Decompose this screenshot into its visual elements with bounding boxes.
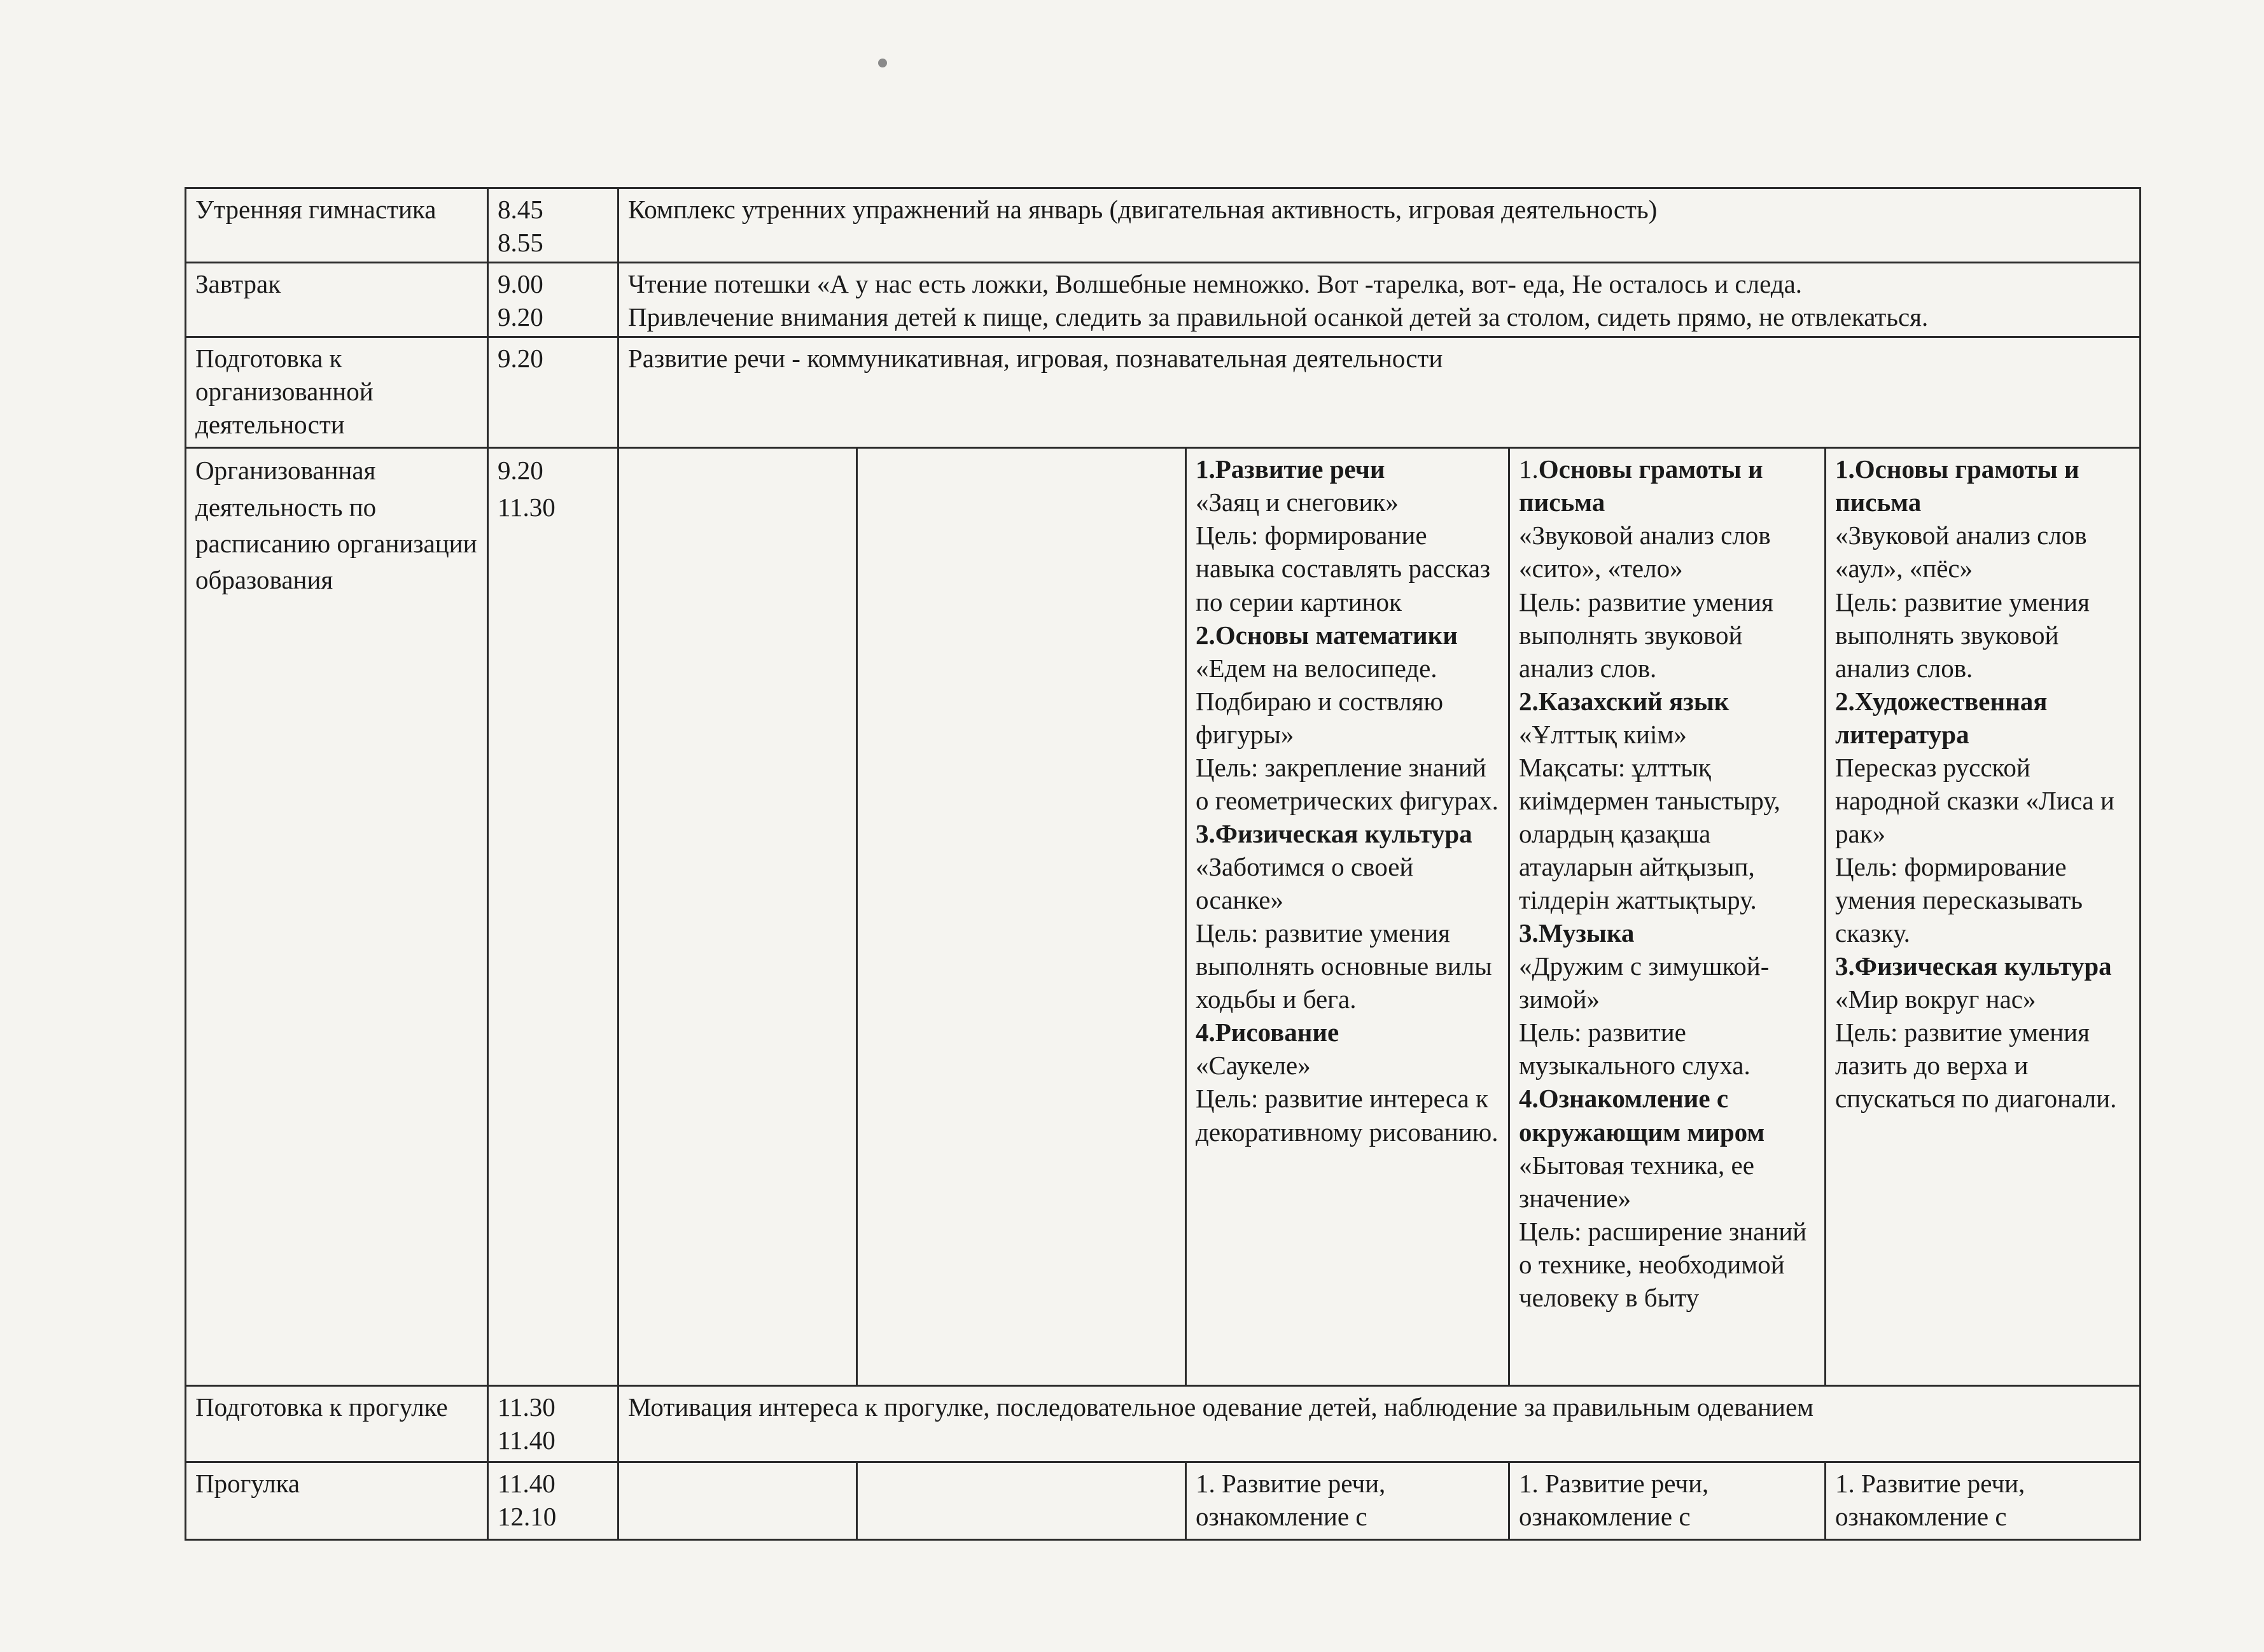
lesson-heading: 3.Музыка — [1519, 918, 1635, 948]
lesson-heading: 4.Ознакомление с окружающим миром — [1519, 1084, 1765, 1147]
lesson-goal: Цель: расширение знаний о технике, необходимой человеку в быту — [1519, 1216, 1807, 1312]
lesson-topic: «Бытовая техника, ее значение» — [1519, 1150, 1754, 1213]
row-name: Завтрак — [186, 263, 488, 337]
schedule-table — [185, 187, 2141, 1541]
lesson-goal: Мақсаты: ұлттық киімдермен таныстыру, олардың қазақша атауларын айтқызып, тілдерін жаттықтыру. — [1519, 752, 1780, 915]
day-1-cell — [618, 1462, 857, 1540]
lesson-number: 1. — [1519, 454, 1539, 484]
lesson-topic: «Саукеле» — [1196, 1051, 1311, 1081]
lesson-heading: 2.Основы математики — [1196, 620, 1458, 650]
lesson-topic: «Звуковой анализ слов «сито», «тело» — [1519, 521, 1771, 584]
content-line: Привлечение внимания детей к пище, следить за правильной осанкой детей за столом, сидеть прямо, не отвлекаться. — [628, 302, 1929, 332]
time-start: 9.20 — [498, 456, 543, 486]
lesson-goal: Цель: развитие интереса к декоративному рисованию. — [1196, 1084, 1499, 1147]
content-line: Чтение потешки «А у нас есть ложки, Волшебные немножко. Вот -тарелка, вот- еда, Не осталось и следа. — [628, 269, 1803, 299]
day-1-cell — [618, 448, 857, 1386]
row-time — [488, 337, 618, 448]
lesson-goal: Цель: развитие умения выполнять основные вилы ходьбы и бега. — [1196, 918, 1492, 1014]
row-time — [488, 1462, 618, 1540]
row-time — [488, 188, 618, 263]
row-content: Комплекс утренних упражнений на январь (двигательная активность, игровая деятельность) — [618, 188, 2141, 263]
day-4-cell: 1. Развитие речи, ознакомление с — [1509, 1462, 1826, 1540]
lesson-topic: «Звуковой анализ слов «аул», «пёс» — [1835, 521, 2087, 584]
lesson-goal: Цель: формирование навыка составлять рассказ по серии картинок — [1196, 521, 1491, 617]
row-content: Мотивация интереса к прогулке, последовательное одевание детей, наблюдение за правильным одеванием — [618, 1386, 2141, 1462]
lesson-heading-text: Основы грамоты и письма — [1519, 454, 1763, 517]
row-organized-activity — [186, 448, 2141, 1386]
row-content: Развитие речи - коммуникативная, игровая, познавательная деятельности — [618, 337, 2141, 448]
time-start: 9.20 — [498, 344, 543, 374]
lesson-goal: Цель: закрепление знаний о геометрических фигурах. — [1196, 752, 1499, 815]
time-start: 9.00 — [498, 269, 543, 299]
lesson-goal: Цель: формирование умения пересказывать сказку. — [1835, 852, 2083, 948]
lesson-goal: Цель: развитие умения выполнять звуковой анализ слов. — [1835, 587, 2090, 683]
time-start: 8.45 — [498, 195, 543, 224]
time-end: 12.10 — [498, 1502, 557, 1532]
row-morning-exercise — [186, 188, 2141, 263]
row-name: Подготовка к прогулке — [186, 1386, 488, 1462]
time-start: 11.30 — [498, 1392, 556, 1422]
time-end: 11.30 — [498, 492, 556, 522]
row-content — [618, 263, 2141, 337]
lesson-heading: 1.Развитие речи — [1196, 454, 1385, 484]
row-name: Подготовка к организованной деятельности — [186, 337, 488, 448]
time-end: 8.55 — [498, 228, 543, 258]
lesson-topic: «Ұлттық киім» — [1519, 719, 1687, 749]
lesson-topic: «Мир вокруг нас» — [1835, 984, 2036, 1014]
row-time — [488, 263, 618, 337]
day-3-cell: 1. Развитие речи, ознакомление с — [1186, 1462, 1509, 1540]
row-walk-preparation — [186, 1386, 2141, 1462]
lesson-heading: 2.Казахский язык — [1519, 686, 1729, 716]
day-2-cell — [857, 448, 1186, 1386]
row-breakfast — [186, 263, 2141, 337]
row-name: Прогулка — [186, 1462, 488, 1540]
row-name: Утренняя гимнастика — [186, 188, 488, 263]
lesson-heading: 3.Физическая культура — [1196, 818, 1472, 848]
lesson-topic: Пересказ русской народной сказки «Лиса и рак» — [1835, 752, 2114, 848]
lesson-heading — [1519, 452, 1815, 519]
time-start: 11.40 — [498, 1469, 556, 1499]
lesson-topic: «Едем на велосипеде. Подбираю и соствляю фигуры» — [1196, 653, 1443, 749]
day-5-cell: 1. Развитие речи, ознакомление с — [1826, 1462, 2141, 1540]
day-4-cell — [1509, 448, 1826, 1386]
lesson-goal: Цель: развитие умения выполнять звуковой анализ слов. — [1519, 587, 1773, 683]
scan-speck — [878, 59, 887, 67]
lesson-goal: Цель: развитие умения лазить до верха и спускаться по диагонали. — [1835, 1018, 2117, 1114]
row-preparation — [186, 337, 2141, 448]
time-end: 9.20 — [498, 302, 543, 332]
day-2-cell — [857, 1462, 1186, 1540]
lesson-heading: 4.Рисование — [1196, 1018, 1339, 1047]
lesson-heading: 3.Физическая культура — [1835, 951, 2112, 981]
lesson-topic: «Заяц и снеговик» — [1196, 487, 1399, 517]
row-time — [488, 448, 618, 1386]
lesson-topic: «Дружим с зимушкой-зимой» — [1519, 951, 1770, 1014]
time-end: 11.40 — [498, 1425, 556, 1455]
lesson-goal: Цель: развитие музыкального слуха. — [1519, 1018, 1750, 1081]
lesson-topic: «Заботимся о своей осанке» — [1196, 852, 1414, 915]
row-walk — [186, 1462, 2141, 1540]
row-time — [488, 1386, 618, 1462]
lesson-heading: 2.Художественная литература — [1835, 686, 2048, 749]
row-name: Организованная деятельность по расписанию организации образования — [186, 448, 488, 1386]
day-5-cell — [1826, 448, 2141, 1386]
day-3-cell — [1186, 448, 1509, 1386]
lesson-heading: 1.Основы грамоты и письма — [1835, 454, 2079, 517]
